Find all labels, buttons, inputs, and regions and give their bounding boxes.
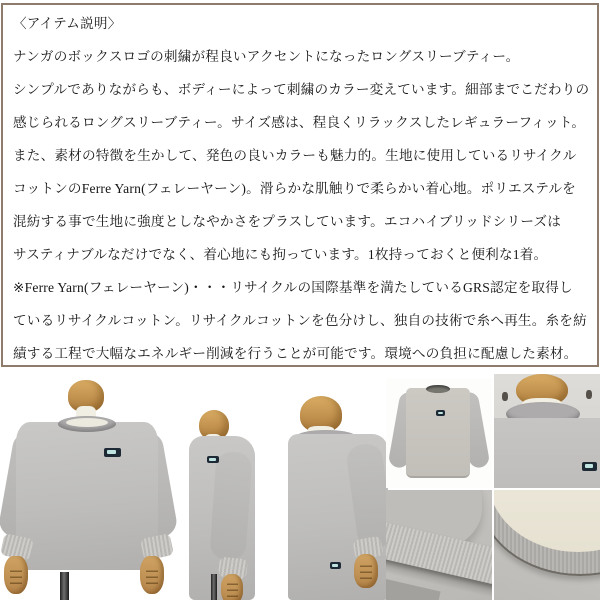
description-line: 感じられるロングスリーブティー。サイズ感は、程良くリラックスしたレギュラーフィット。 [13,115,586,130]
mannequin-hand [221,574,243,600]
product-photo-strip [0,370,600,600]
display-stand-pole [211,574,217,600]
description-line: ※Ferre Yarn(フェレーヤーン)・・・リサイクルの国際基準を満たしているGRS認定を取得し [13,280,573,295]
photo-back-view [288,396,388,600]
item-description-title: 〈アイテム説明〉 [13,16,122,31]
shirt-body-flat [406,388,470,478]
shirt-collar [426,385,450,393]
shoulder-seam-mark [586,390,592,399]
mannequin-hand-left [4,556,28,594]
photo-collar-closeup [494,374,600,488]
brand-logo-patch [207,456,219,463]
description-line: シンプルでありながらも、ボディーによって刺繍のカラー変えています。細部までこだわりの [13,82,590,97]
shirt-body-fabric [494,418,600,488]
mannequin-hand-right [140,556,164,594]
photo-side-view [183,408,305,600]
shirt-body-front [16,422,158,570]
brand-logo-patch [104,448,121,457]
brand-logo-patch [582,462,597,471]
photo-flat-lay [386,378,492,488]
shoulder-seam-mark [502,392,508,401]
photo-cuff-closeup [386,490,492,600]
description-line: サスティナブルなだけでなく、着心地にも拘っています。1枚持っておくと便利な1着。 [13,247,548,262]
item-description-text [13,40,590,367]
description-line: 混紡する事で生地に強度としなやかさをプラスしています。エコハイブリッドシリーズは [13,214,562,229]
mannequin-hand [354,554,378,588]
brand-logo-patch [436,410,445,416]
shirt-sleeve [209,451,252,561]
description-line: 績する工程で大幅なエネルギー削減を行うことが可能です。環境への負担に配慮した素材。 [13,346,578,361]
description-line: ナンガのボックスロゴの刺繍が程良いアクセントになったロングスリーブティー。 [13,49,520,64]
item-description-box [1,3,599,367]
description-line: また、素材の特徴を生かして、発色の良いカラーも魅力的。生地に使用しているリサイクル [13,148,577,163]
description-line: コットンのFerre Yarn(フェレーヤーン)。滑らかな肌触りで柔らかい着心地。ポリエステルを [13,181,576,196]
description-line: ているリサイクルコットン。リサイクルコットンを色分けし、独自の技術で糸へ再生。糸を紡 [13,313,587,328]
display-stand-pole [60,572,69,600]
photo-front-view [0,378,180,600]
shirt-collar-inner [66,418,108,427]
hem-brand-tag [330,562,341,569]
photo-neckrib-closeup [494,490,600,600]
